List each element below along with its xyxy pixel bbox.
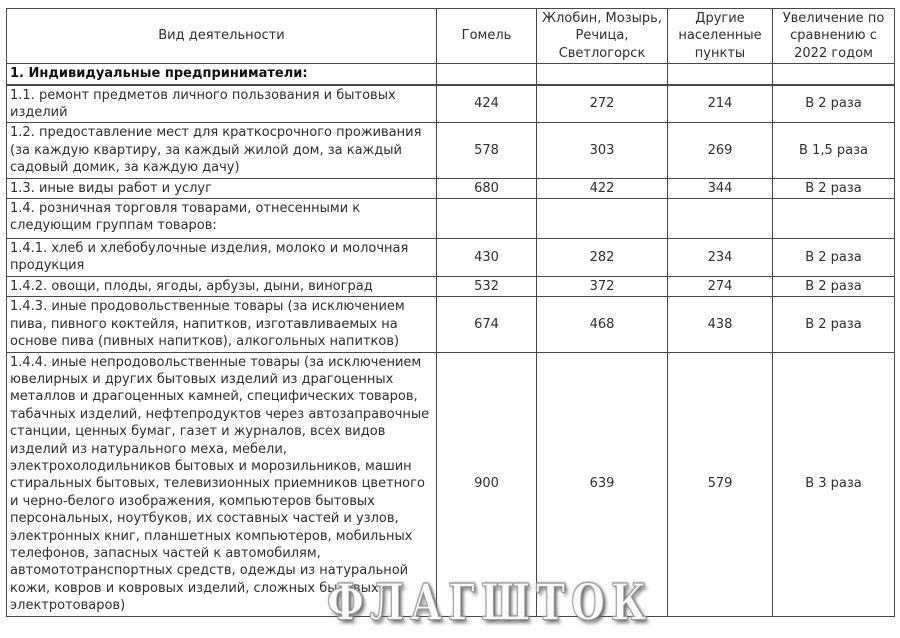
header-zhlobin-mozyr: Жлобин, Мозырь, Речица, Светлогорск — [537, 9, 668, 64]
cell-increase: В 2 раза — [773, 297, 895, 352]
table-row-1-3 — [7, 178, 895, 198]
cell-gomel: 900 — [437, 352, 537, 616]
cell-gomel: 424 — [437, 85, 537, 123]
cell-zhlobin: 639 — [537, 352, 668, 616]
cell-zhlobin: 282 — [537, 239, 668, 277]
table-row-1-4-2 — [7, 276, 895, 296]
header-other-settlements: Другие населенные пункты — [668, 9, 773, 64]
table-row-1-4-4 — [7, 352, 895, 616]
cell-other: 234 — [668, 239, 773, 277]
cell-other: 274 — [668, 276, 773, 296]
cell-zhlobin: 372 — [537, 276, 668, 296]
cell-increase: В 2 раза — [773, 178, 895, 198]
cell-increase: В 2 раза — [773, 239, 895, 277]
row-label: 1.4.1. хлеб и хлебобулочные изделия, молоко и молочная продукция — [7, 239, 437, 277]
row-label: 1. Индивидуальные предприниматели: — [7, 64, 437, 85]
cell-other: 269 — [668, 123, 773, 178]
cell-zhlobin — [537, 64, 668, 85]
row-label: 1.1. ремонт предметов личного пользования и бытовых изделий — [7, 85, 437, 123]
cell-other: 579 — [668, 352, 773, 616]
cell-gomel: 674 — [437, 297, 537, 352]
table-row-1-1 — [7, 85, 895, 123]
cell-increase: В 2 раза — [773, 276, 895, 296]
cell-other — [668, 199, 773, 239]
cell-zhlobin: 303 — [537, 123, 668, 178]
cell-increase — [773, 199, 895, 239]
row-label: 1.4.3. иные продовольственные товары (за исключением пива, пивного коктейля, напитков, изготавливаемых на основе пива (пивных напитков), алкогольных напитков) — [7, 297, 437, 352]
row-label: 1.4.2. овощи, плоды, ягоды, арбузы, дыни, виноград — [7, 276, 437, 296]
cell-increase: В 1,5 раза — [773, 123, 895, 178]
cell-other: 214 — [668, 85, 773, 123]
cell-zhlobin: 422 — [537, 178, 668, 198]
row-label: 1.4. розничная торговля товарами, отнесенными к следующим группам товаров: — [7, 199, 437, 239]
watermark-flagshtok: ФЛАГШТОК — [327, 574, 653, 632]
tariff-table — [6, 8, 895, 617]
cell-increase — [773, 64, 895, 85]
header-activity-type: Вид деятельности — [7, 9, 437, 64]
header-gomel: Гомель — [437, 9, 537, 64]
cell-zhlobin — [537, 199, 668, 239]
cell-gomel: 680 — [437, 178, 537, 198]
header-row — [7, 9, 895, 64]
row-label: 1.2. предоставление мест для краткосрочного проживания (за каждую квартиру, за каждый жилой дом, за каждый садовый домик, за каждую дачу) — [7, 123, 437, 178]
cell-zhlobin: 468 — [537, 297, 668, 352]
table-row-1-4-3 — [7, 297, 895, 352]
cell-increase: В 2 раза — [773, 85, 895, 123]
table-row-1-2 — [7, 123, 895, 178]
cell-increase: В 3 раза — [773, 352, 895, 616]
header-increase-vs-2022: Увеличение по сравнению с 2022 годом — [773, 9, 895, 64]
row-label: 1.4.4. иные непродовольственные товары (за исключением ювелирных и других бытовых изделий из драгоценных металлов и драгоценных камней, специфических товаров, табачных изделий, нефтепродуктов через автозаправочные станции, ценных бумаг, газет и журналов, всех видов изделий из натурального меха, мебели, электрохолодильников бытовых и морозильников, машин стиральных бытовых, телевизионных приемников цветного и черно-белого изображения, компьютеров бытовых персональных, ноутбуков, их составных частей и узлов, электронных книг, планшетных компьютеров, мобильных телефонов, запасных частей к автомобилям, автомототранспортных средств, одежды из натуральной кожи, ковров и ковровых изделий, сложных бытовых электротоваров) — [7, 352, 437, 616]
cell-gomel: 430 — [437, 239, 537, 277]
cell-gomel — [437, 199, 537, 239]
table-row-1-4-1 — [7, 239, 895, 277]
cell-gomel: 578 — [437, 123, 537, 178]
cell-other: 344 — [668, 178, 773, 198]
cell-zhlobin: 272 — [537, 85, 668, 123]
cell-other: 438 — [668, 297, 773, 352]
cell-gomel: 532 — [437, 276, 537, 296]
row-label: 1.3. иные виды работ и услуг — [7, 178, 437, 198]
cell-other — [668, 64, 773, 85]
cell-gomel — [437, 64, 537, 85]
table-row-section-1 — [7, 64, 895, 85]
table-row-1-4 — [7, 199, 895, 239]
